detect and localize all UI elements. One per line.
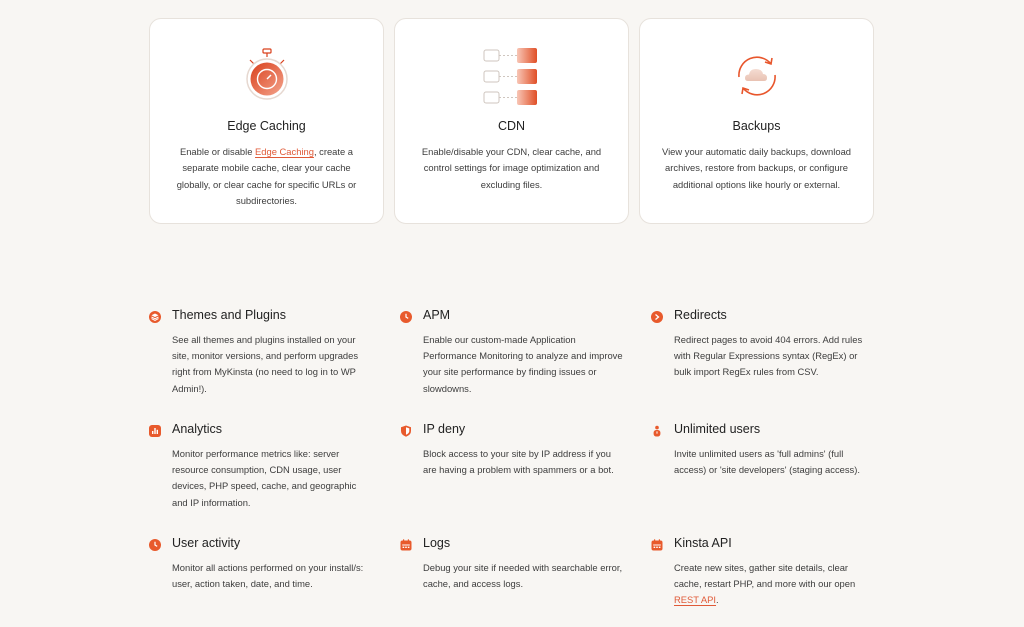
feature-description: See all themes and plugins installed on your site, monitor versions, and perform upgrades right from MyKinsta (no need to log in to WP Admin!).: [172, 334, 359, 394]
clock-icon: [400, 310, 412, 322]
card-backups: [639, 18, 874, 224]
feature-description: Monitor all actions performed on your install/s: user, action taken, date, and time.: [172, 562, 364, 590]
cdn-nodes-icon: [482, 47, 542, 105]
card-title: CDN: [497, 119, 526, 133]
redirect-arrow-icon: [651, 310, 663, 322]
feature-description: Block access to your site by IP address if you are having a problem with spammers or a bot.: [423, 448, 614, 476]
feature-description: Invite unlimited users as 'full admins' (full access) or 'site developers' (staging access).: [674, 448, 860, 476]
user-icon: [651, 424, 663, 436]
feature-description: Enable our custom-made Application Performance Monitoring to analyze and improve your site performance by finding issues or slowdowns.: [423, 334, 623, 394]
feature-title: IP deny: [423, 422, 466, 436]
feature-description: Create new sites, gather site details, clear cache, restart PHP, and more with our open REST API.: [674, 562, 856, 606]
feature-description: Monitor performance metrics like: server resource consumption, CDN usage, user devices, PHP speed, cache, and geographic and IP information.: [172, 448, 357, 508]
stopwatch-icon: [237, 47, 297, 105]
feature-title: Redirects: [674, 308, 727, 322]
rest-api-link[interactable]: REST API: [674, 594, 717, 606]
clock-icon: [149, 538, 161, 550]
feature-cards: [149, 18, 875, 224]
feature-title: Kinsta API: [674, 536, 732, 550]
shield-icon: [400, 424, 412, 436]
calendar-icon: [400, 538, 412, 550]
edge-caching-link[interactable]: Edge Caching: [255, 146, 314, 157]
feature-title: APM: [423, 308, 451, 322]
feature-title: Unlimited users: [674, 422, 761, 436]
feature-title: Logs: [423, 536, 451, 550]
feature-description: Redirect pages to avoid 404 errors. Add rules with Regular Expressions syntax (RegEx) or bulk import RegEx rules from CSV.: [674, 334, 863, 378]
cloud-sync-icon: [727, 47, 787, 105]
card-title: Edge Caching: [227, 119, 306, 133]
card-title: Backups: [732, 119, 781, 133]
feature-description: Debug your site if needed with searchable error, cache, and access logs.: [423, 562, 623, 590]
feature-title: Analytics: [172, 422, 223, 436]
feature-title: Themes and Plugins: [172, 308, 286, 322]
card-edge-caching: [149, 18, 384, 224]
feature-title: User activity: [172, 536, 241, 550]
analytics-chart-icon: [149, 424, 161, 436]
card-description: Enable/disable your CDN, clear cache, and control settings for image optimization and excluding files.: [421, 146, 602, 190]
card-cdn: [394, 18, 629, 224]
layers-icon: [149, 310, 161, 322]
card-description: Enable or disable Edge Caching, create a separate mobile cache, clear your cache globally, or clear cache for specific URLs or subdirectories.: [176, 146, 357, 206]
card-description: View your automatic daily backups, download archives, restore from backups, or configure additional options like hourly or external.: [662, 146, 851, 190]
calendar-icon: [651, 538, 663, 550]
